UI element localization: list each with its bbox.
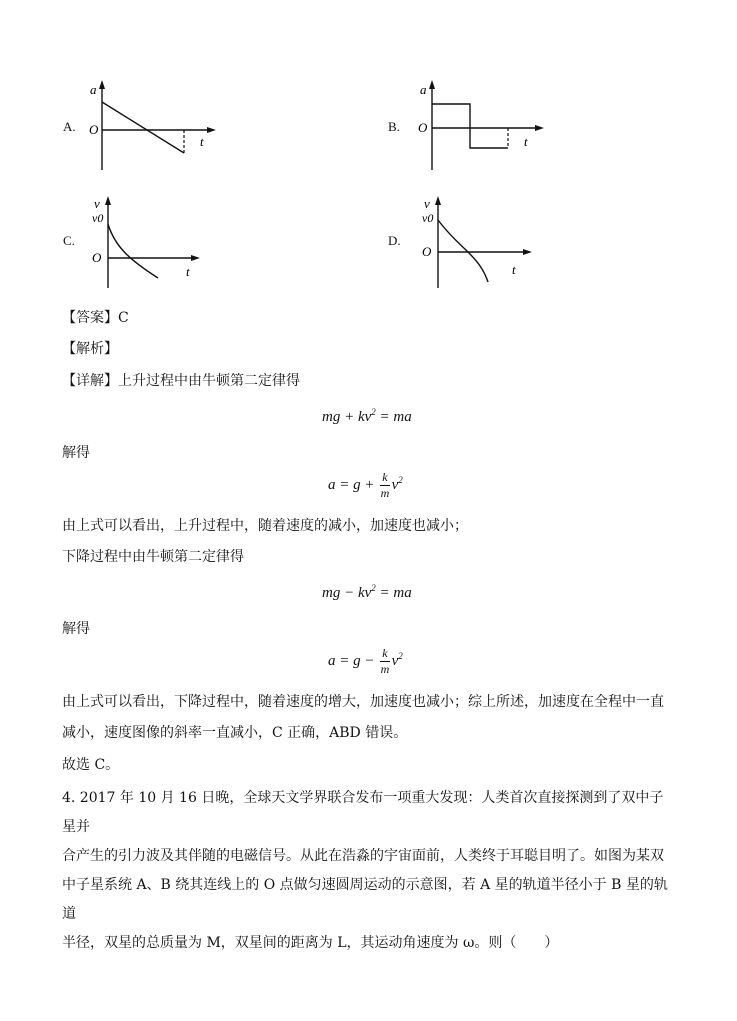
axis-y-label: v <box>94 196 100 211</box>
y-axis-arrow <box>99 80 105 89</box>
conclusion-down-line2: 减小，速度图像的斜率一直减小，C 正确，ABD 错误。 <box>62 725 408 741</box>
x-axis-arrow <box>191 255 200 261</box>
detail-line <box>62 371 300 391</box>
axis-y-label: a <box>90 82 97 97</box>
axis-x-label: t <box>512 262 516 277</box>
analysis-tag: 【解析】 <box>62 341 118 357</box>
option-b-label: B. <box>388 119 400 134</box>
question-4-line4: 半径，双星的总质量为 M，双星间的距离为 L，其运动角速度为 ω。则（ ） <box>62 935 559 951</box>
axis-y0-label: v0 <box>92 211 104 225</box>
formula-downward-newton: mg − $kv^2$ = ma <box>322 583 412 601</box>
conclusion-down-line1: 由上式可以看出，下降过程中，随着速度的增大，加速度也减小；综上所述，加速度在全程中一直 <box>62 694 664 710</box>
axis-y0-label: v0 <box>422 211 434 225</box>
solve-label-1: 解得 <box>62 445 90 461</box>
answer-line <box>62 308 129 328</box>
origin-label: O <box>418 120 428 135</box>
origin-label: O <box>92 250 102 265</box>
detail-tag: 【详解】 <box>62 373 118 389</box>
y-axis-arrow <box>429 80 435 89</box>
option-c-graph <box>80 192 220 292</box>
graph-line <box>102 102 184 153</box>
axis-x-label: t <box>200 134 204 149</box>
answer-value: C <box>118 310 129 326</box>
conclusion-up: 由上式可以看出，上升过程中，随着速度的减小，加速度也减小； <box>62 518 468 534</box>
axis-x-label: t <box>186 264 190 279</box>
x-axis-arrow <box>535 125 544 131</box>
axis-y-label: a <box>420 82 427 97</box>
option-c-label: C. <box>63 233 75 248</box>
y-axis-arrow <box>105 196 111 205</box>
x-axis-arrow <box>523 249 532 255</box>
origin-label: O <box>89 122 99 137</box>
question-4-line3: 中子星系统 A、B 绕其连线上的 O 点做匀速圆周运动的示意图，若 A 星的轨道半径小于 B 星的轨道 <box>62 877 668 922</box>
option-b-graph <box>410 78 550 178</box>
velocity-curve <box>108 224 158 278</box>
choose-line: 故选 C。 <box>62 757 120 773</box>
formula-upward-newton: mg + $kv^2$ = ma <box>322 407 412 425</box>
origin-label: O <box>422 244 432 259</box>
axis-y-label: v <box>424 196 430 211</box>
graph-line <box>432 104 508 148</box>
detail-text: 上升过程中由牛顿第二定律得 <box>118 373 300 389</box>
downward-intro: 下降过程中由牛顿第二定律得 <box>62 549 244 565</box>
axis-x-label: t <box>524 134 528 149</box>
question-4 <box>62 784 674 958</box>
option-a-label: A. <box>63 119 76 134</box>
solve-label-2: 解得 <box>62 621 90 637</box>
answer-tag: 【答案】 <box>62 310 118 326</box>
question-4-line2: 合产生的引力波及其伴随的电磁信号。从此在浩淼的宇宙面前，人类终于耳聪目明了。如图为某双 <box>62 848 664 864</box>
velocity-curve <box>438 220 488 282</box>
y-axis-arrow <box>435 196 441 205</box>
x-axis-arrow <box>207 127 216 133</box>
formula-accel-up: a = g + $\frac{k}{m}$ $v^2$ <box>328 470 403 500</box>
question-4-line1: 4. 2017 年 10 月 16 日晚，全球天文学界联合发布一项重大发现：人类首次直接探测到了双中子星并 <box>62 790 664 835</box>
option-d-label: D. <box>388 233 401 248</box>
option-a-graph <box>80 78 220 178</box>
option-d-graph <box>410 192 550 292</box>
formula-accel-down: a = g − $\frac{k}{m}$ $v^2$ <box>328 646 403 676</box>
